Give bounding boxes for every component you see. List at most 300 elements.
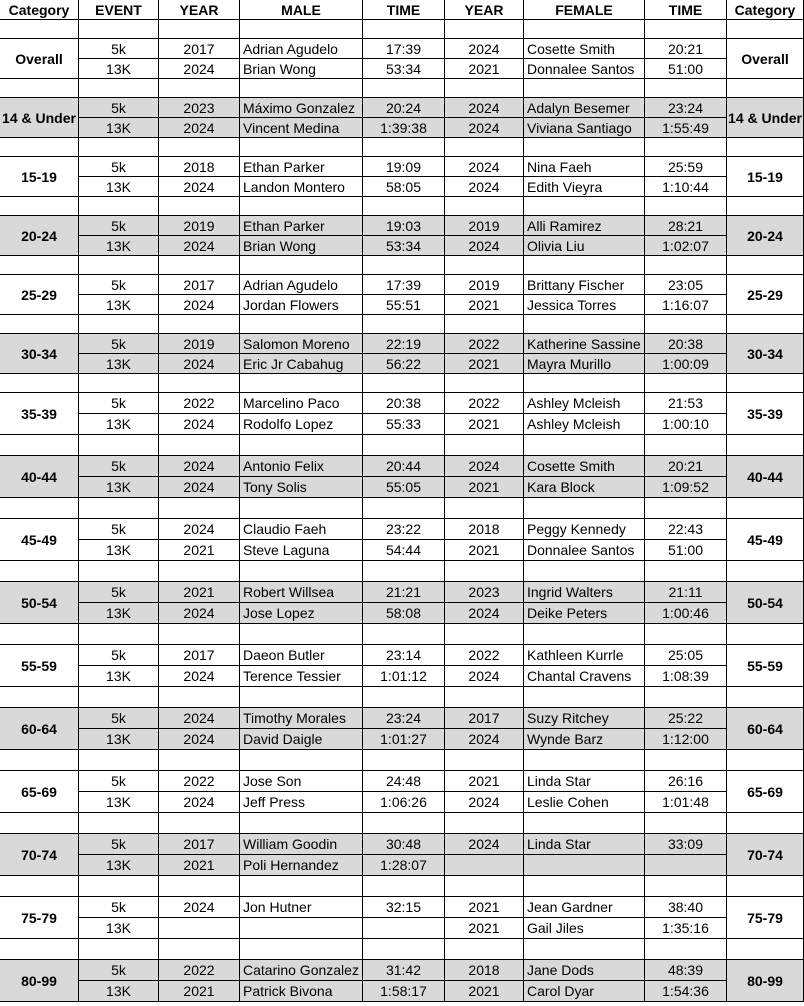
male-time-cell: 56:22 (363, 354, 445, 374)
female-name-cell: Leslie Cohen (524, 792, 645, 813)
spacer-cell (727, 687, 804, 708)
female-time-cell: 23:05 (645, 275, 727, 295)
category-label-right: 35-39 (727, 393, 804, 435)
event-cell: 5k (79, 834, 159, 855)
male-year-cell: 2024 (159, 354, 240, 374)
female-name-cell: Peggy Kennedy (524, 519, 645, 540)
female-year-cell: 2021 (445, 295, 524, 315)
spacer-cell (363, 876, 445, 897)
female-name-cell: Donnalee Santos (524, 59, 645, 79)
female-time-cell: 25:22 (645, 708, 727, 729)
spacer-cell (0, 561, 79, 582)
spacer-cell (79, 256, 159, 275)
male-time-cell: 17:39 (363, 275, 445, 295)
male-name-cell: Landon Montero (240, 177, 363, 197)
spacer-cell (79, 876, 159, 897)
spacer-cell (363, 498, 445, 519)
event-cell: 5k (79, 771, 159, 792)
spacer-cell (445, 435, 524, 456)
male-time-cell: 32:15 (363, 897, 445, 918)
spacer-cell (645, 561, 727, 582)
spacer-cell (79, 315, 159, 334)
spacer-cell (0, 813, 79, 834)
spacer-cell (645, 876, 727, 897)
spacer-cell (159, 750, 240, 771)
spacer-cell (159, 813, 240, 834)
category-label-left: 25-29 (0, 275, 79, 315)
male-name-cell: Adrian Agudelo (240, 275, 363, 295)
male-name-cell: Claudio Faeh (240, 519, 363, 540)
spacer-cell (363, 374, 445, 393)
spacer-cell (240, 374, 363, 393)
female-time-cell (645, 855, 727, 876)
male-time-cell: 1:39:38 (363, 118, 445, 138)
spacer-cell (0, 687, 79, 708)
event-cell: 13K (79, 118, 159, 138)
spacer-cell (727, 939, 804, 960)
spacer-cell (445, 876, 524, 897)
spacer-cell (445, 138, 524, 157)
female-time-cell: 23:24 (645, 98, 727, 118)
spacer-cell (79, 374, 159, 393)
male-name-cell: Daeon Butler (240, 645, 363, 666)
female-time-cell: 1:00:46 (645, 603, 727, 624)
spacer-cell (0, 435, 79, 456)
spacer-cell (240, 79, 363, 98)
male-year-cell: 2024 (159, 897, 240, 918)
male-year-cell: 2024 (159, 456, 240, 477)
female-name-cell: Brittany Fischer (524, 275, 645, 295)
spacer-cell (159, 138, 240, 157)
female-year-cell: 2021 (445, 414, 524, 435)
male-time-cell: 17:39 (363, 39, 445, 59)
spacer-cell (445, 315, 524, 334)
male-name-cell: Tony Solis (240, 477, 363, 498)
female-name-cell: Katherine Sassine (524, 334, 645, 354)
spacer-cell (159, 435, 240, 456)
spacer-cell (445, 687, 524, 708)
category-label-left: 14 & Under (0, 98, 79, 138)
spacer-cell (727, 20, 804, 39)
category-label-right: 55-59 (727, 645, 804, 687)
spacer-cell (445, 498, 524, 519)
female-year-cell: 2024 (445, 98, 524, 118)
spacer-cell (445, 374, 524, 393)
female-name-cell: Linda Star (524, 834, 645, 855)
spacer-cell (159, 20, 240, 39)
male-time-cell: 21:21 (363, 582, 445, 603)
female-year-cell: 2022 (445, 645, 524, 666)
female-time-cell: 28:21 (645, 216, 727, 236)
spacer-cell (524, 79, 645, 98)
spacer-cell (524, 687, 645, 708)
female-time-cell: 20:21 (645, 39, 727, 59)
spacer-cell (727, 624, 804, 645)
female-name-cell: Suzy Ritchey (524, 708, 645, 729)
female-name-cell: Nina Faeh (524, 157, 645, 177)
header-female: FEMALE (524, 0, 645, 20)
male-year-cell: 2024 (159, 603, 240, 624)
spacer-cell (0, 939, 79, 960)
spacer-cell (645, 750, 727, 771)
category-label-left: 75-79 (0, 897, 79, 939)
female-year-cell: 2019 (445, 216, 524, 236)
female-name-cell: Jessica Torres (524, 295, 645, 315)
male-year-cell: 2022 (159, 960, 240, 981)
spacer-cell (240, 750, 363, 771)
male-name-cell: Vincent Medina (240, 118, 363, 138)
spacer-cell (524, 197, 645, 216)
spacer-cell (240, 20, 363, 39)
female-name-cell: Carol Dyar (524, 981, 645, 1002)
event-cell: 13K (79, 792, 159, 813)
category-label-right: 70-74 (727, 834, 804, 876)
spacer-cell (240, 939, 363, 960)
event-cell: 5k (79, 960, 159, 981)
spacer-cell (727, 813, 804, 834)
spacer-cell (0, 256, 79, 275)
female-year-cell: 2021 (445, 771, 524, 792)
male-year-cell: 2017 (159, 645, 240, 666)
event-cell: 5k (79, 582, 159, 603)
male-time-cell: 1:01:27 (363, 729, 445, 750)
category-label-left: Overall (0, 39, 79, 79)
male-name-cell: Adrian Agudelo (240, 39, 363, 59)
spacer-cell (727, 315, 804, 334)
header-male-year: YEAR (159, 0, 240, 20)
female-year-cell: 2021 (445, 354, 524, 374)
male-name-cell: Poli Hernandez (240, 855, 363, 876)
female-time-cell: 48:39 (645, 960, 727, 981)
event-cell: 5k (79, 897, 159, 918)
spacer-cell (524, 20, 645, 39)
female-year-cell: 2024 (445, 456, 524, 477)
spacer-cell (0, 315, 79, 334)
male-time-cell: 19:09 (363, 157, 445, 177)
male-year-cell: 2021 (159, 582, 240, 603)
male-year-cell: 2019 (159, 334, 240, 354)
male-year-cell: 2024 (159, 708, 240, 729)
male-name-cell: Máximo Gonzalez (240, 98, 363, 118)
spacer-cell (524, 498, 645, 519)
female-year-cell: 2022 (445, 393, 524, 414)
event-cell: 13K (79, 981, 159, 1002)
spacer-cell (524, 138, 645, 157)
female-time-cell: 1:01:48 (645, 792, 727, 813)
spacer-cell (363, 939, 445, 960)
male-year-cell: 2023 (159, 98, 240, 118)
female-year-cell: 2021 (445, 981, 524, 1002)
male-year-cell: 2024 (159, 477, 240, 498)
female-year-cell: 2021 (445, 897, 524, 918)
female-year-cell: 2021 (445, 477, 524, 498)
female-year-cell: 2024 (445, 666, 524, 687)
male-year-cell: 2024 (159, 519, 240, 540)
female-name-cell: Wynde Barz (524, 729, 645, 750)
spacer-cell (240, 687, 363, 708)
spacer-cell (524, 561, 645, 582)
spacer-cell (240, 624, 363, 645)
male-year-cell: 2024 (159, 792, 240, 813)
header-male: MALE (240, 0, 363, 20)
spacer-cell (79, 197, 159, 216)
male-time-cell: 54:44 (363, 540, 445, 561)
female-year-cell: 2024 (445, 729, 524, 750)
female-year-cell: 2024 (445, 236, 524, 256)
female-name-cell: Deike Peters (524, 603, 645, 624)
male-time-cell: 20:38 (363, 393, 445, 414)
spacer-cell (79, 624, 159, 645)
category-label-right: 30-34 (727, 334, 804, 374)
male-time-cell: 20:24 (363, 98, 445, 118)
category-label-left: 60-64 (0, 708, 79, 750)
male-time-cell: 22:19 (363, 334, 445, 354)
event-cell: 5k (79, 98, 159, 118)
female-name-cell: Mayra Murillo (524, 354, 645, 374)
male-name-cell: Steve Laguna (240, 540, 363, 561)
spacer-cell (79, 939, 159, 960)
event-cell: 13K (79, 295, 159, 315)
female-name-cell: Kara Block (524, 477, 645, 498)
female-name-cell: Cosette Smith (524, 456, 645, 477)
header-event: EVENT (79, 0, 159, 20)
female-year-cell: 2017 (445, 708, 524, 729)
spacer-cell (645, 20, 727, 39)
male-time-cell: 31:42 (363, 960, 445, 981)
category-label-left: 55-59 (0, 645, 79, 687)
male-year-cell: 2019 (159, 216, 240, 236)
spacer-cell (645, 197, 727, 216)
spacer-cell (727, 79, 804, 98)
spacer-cell (727, 876, 804, 897)
female-name-cell: Jean Gardner (524, 897, 645, 918)
female-name-cell: Adalyn Besemer (524, 98, 645, 118)
spacer-cell (240, 813, 363, 834)
category-label-left: 40-44 (0, 456, 79, 498)
male-year-cell: 2021 (159, 981, 240, 1002)
category-label-right: 15-19 (727, 157, 804, 197)
male-year-cell: 2017 (159, 834, 240, 855)
spacer-cell (363, 813, 445, 834)
female-time-cell: 1:00:09 (645, 354, 727, 374)
spacer-cell (445, 256, 524, 275)
female-name-cell: Donnalee Santos (524, 540, 645, 561)
spacer-cell (363, 750, 445, 771)
category-label-left: 15-19 (0, 157, 79, 197)
spacer-cell (79, 20, 159, 39)
female-time-cell: 26:16 (645, 771, 727, 792)
female-year-cell: 2024 (445, 603, 524, 624)
spacer-cell (0, 876, 79, 897)
female-name-cell: Edith Vieyra (524, 177, 645, 197)
spacer-cell (0, 750, 79, 771)
female-time-cell: 33:09 (645, 834, 727, 855)
spacer-cell (645, 315, 727, 334)
female-time-cell: 1:02:07 (645, 236, 727, 256)
event-cell: 13K (79, 729, 159, 750)
spacer-cell (159, 315, 240, 334)
female-name-cell: Viviana Santiago (524, 118, 645, 138)
male-year-cell: 2024 (159, 729, 240, 750)
male-year-cell: 2024 (159, 414, 240, 435)
female-year-cell: 2024 (445, 792, 524, 813)
spacer-cell (79, 750, 159, 771)
female-time-cell: 1:09:52 (645, 477, 727, 498)
spacer-cell (0, 624, 79, 645)
female-time-cell: 21:11 (645, 582, 727, 603)
spacer-cell (524, 624, 645, 645)
male-year-cell (159, 918, 240, 939)
event-cell: 13K (79, 540, 159, 561)
female-name-cell: Ingrid Walters (524, 582, 645, 603)
spacer-cell (524, 876, 645, 897)
event-cell: 13K (79, 603, 159, 624)
category-label-right: 14 & Under (727, 98, 804, 138)
event-cell: 13K (79, 354, 159, 374)
male-year-cell: 2024 (159, 295, 240, 315)
female-name-cell: Ashley Mcleish (524, 393, 645, 414)
spacer-cell (0, 79, 79, 98)
female-name-cell (524, 855, 645, 876)
spacer-cell (159, 498, 240, 519)
female-name-cell: Olivia Liu (524, 236, 645, 256)
spacer-cell (524, 813, 645, 834)
header-female-year: YEAR (445, 0, 524, 20)
spacer-cell (0, 374, 79, 393)
spacer-cell (363, 687, 445, 708)
spacer-cell (240, 256, 363, 275)
category-label-right: 60-64 (727, 708, 804, 750)
event-cell: 5k (79, 334, 159, 354)
male-year-cell: 2024 (159, 236, 240, 256)
event-cell: 5k (79, 216, 159, 236)
category-label-right: 45-49 (727, 519, 804, 561)
spacer-cell (524, 315, 645, 334)
female-year-cell: 2018 (445, 519, 524, 540)
male-year-cell: 2024 (159, 177, 240, 197)
spacer-cell (0, 138, 79, 157)
male-name-cell: Jordan Flowers (240, 295, 363, 315)
event-cell: 5k (79, 456, 159, 477)
spacer-cell (79, 498, 159, 519)
event-cell: 5k (79, 519, 159, 540)
spacer-cell (524, 374, 645, 393)
spacer-cell (645, 498, 727, 519)
female-name-cell: Ashley Mcleish (524, 414, 645, 435)
female-time-cell: 1:12:00 (645, 729, 727, 750)
category-label-right: 80-99 (727, 960, 804, 1002)
spacer-cell (727, 435, 804, 456)
event-cell: 5k (79, 708, 159, 729)
category-label-left: 20-24 (0, 216, 79, 256)
spacer-cell (0, 498, 79, 519)
male-time-cell: 23:24 (363, 708, 445, 729)
spacer-cell (159, 876, 240, 897)
event-cell: 13K (79, 59, 159, 79)
male-time-cell: 58:08 (363, 603, 445, 624)
header-category-left: Category (0, 0, 79, 20)
male-name-cell: Salomon Moreno (240, 334, 363, 354)
spacer-cell (524, 939, 645, 960)
category-label-left: 70-74 (0, 834, 79, 876)
female-year-cell: 2021 (445, 59, 524, 79)
spacer-cell (0, 20, 79, 39)
female-time-cell: 1:55:49 (645, 118, 727, 138)
spacer-cell (363, 20, 445, 39)
spacer-cell (445, 813, 524, 834)
spacer-cell (363, 256, 445, 275)
female-time-cell: 22:43 (645, 519, 727, 540)
category-label-left: 50-54 (0, 582, 79, 624)
spacer-cell (79, 79, 159, 98)
male-year-cell: 2021 (159, 540, 240, 561)
male-time-cell: 23:14 (363, 645, 445, 666)
spacer-cell (240, 435, 363, 456)
male-time-cell: 1:01:12 (363, 666, 445, 687)
spacer-cell (445, 79, 524, 98)
female-time-cell: 1:10:44 (645, 177, 727, 197)
event-cell: 13K (79, 236, 159, 256)
female-time-cell: 21:53 (645, 393, 727, 414)
male-name-cell: Jon Hutner (240, 897, 363, 918)
female-name-cell: Alli Ramirez (524, 216, 645, 236)
female-year-cell: 2019 (445, 275, 524, 295)
spacer-cell (727, 197, 804, 216)
event-cell: 13K (79, 477, 159, 498)
header-male-time: TIME (363, 0, 445, 20)
spacer-cell (363, 138, 445, 157)
female-time-cell: 38:40 (645, 897, 727, 918)
category-label-left: 80-99 (0, 960, 79, 1002)
male-name-cell: Timothy Morales (240, 708, 363, 729)
spacer-cell (727, 256, 804, 275)
male-year-cell: 2024 (159, 59, 240, 79)
female-year-cell: 2024 (445, 157, 524, 177)
female-year-cell: 2024 (445, 118, 524, 138)
male-time-cell: 55:51 (363, 295, 445, 315)
spacer-cell (240, 197, 363, 216)
male-name-cell: Antonio Felix (240, 456, 363, 477)
spacer-cell (240, 498, 363, 519)
spacer-cell (524, 256, 645, 275)
category-label-right: 40-44 (727, 456, 804, 498)
female-time-cell: 51:00 (645, 540, 727, 561)
female-year-cell: 2018 (445, 960, 524, 981)
spacer-cell (445, 939, 524, 960)
spacer-cell (727, 374, 804, 393)
female-year-cell: 2021 (445, 540, 524, 561)
spacer-cell (645, 435, 727, 456)
female-time-cell: 51:00 (645, 59, 727, 79)
spacer-cell (79, 138, 159, 157)
category-label-right: Overall (727, 39, 804, 79)
female-time-cell: 1:54:36 (645, 981, 727, 1002)
spacer-cell (240, 876, 363, 897)
spacer-cell (159, 939, 240, 960)
female-time-cell: 25:05 (645, 645, 727, 666)
male-name-cell: Terence Tessier (240, 666, 363, 687)
male-time-cell: 55:33 (363, 414, 445, 435)
male-year-cell: 2024 (159, 666, 240, 687)
category-label-left: 30-34 (0, 334, 79, 374)
spacer-cell (645, 138, 727, 157)
event-cell: 13K (79, 666, 159, 687)
male-time-cell: 19:03 (363, 216, 445, 236)
male-year-cell: 2022 (159, 771, 240, 792)
spacer-cell (727, 750, 804, 771)
male-name-cell: Catarino Gonzalez (240, 960, 363, 981)
spacer-cell (645, 813, 727, 834)
